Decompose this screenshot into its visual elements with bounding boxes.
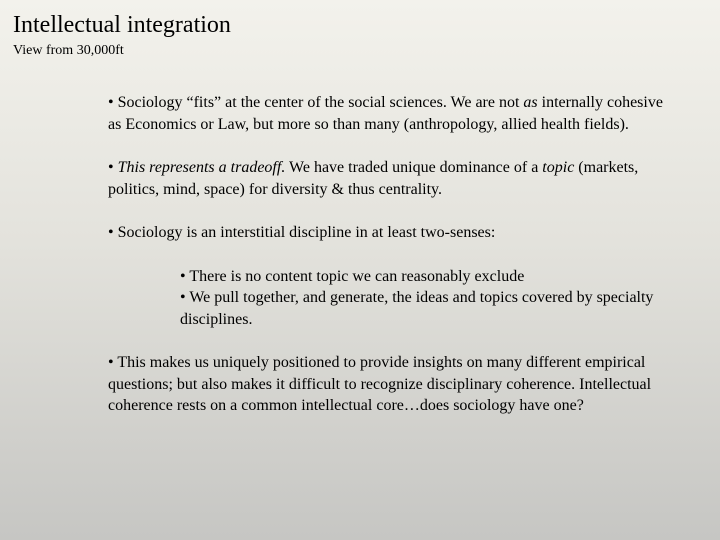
- bullet-interstitial: • Sociology is an interstitial discipline in at least two-senses:: [108, 224, 496, 241]
- sub-bullet-pull-together: • We pull together, and generate, the ideas and topics covered by specialty disciplines.: [180, 289, 654, 328]
- bullet-text: internally cohesive as Economics or Law, but more so than many (anthropology, allied health fields).: [108, 94, 663, 133]
- bullet-emphasis: topic: [542, 159, 575, 176]
- bullet-emphasis: as: [523, 94, 538, 111]
- slide-title: Intellectual integration: [13, 12, 231, 38]
- bullet-emphasis: This represents a tradeoff.: [117, 159, 286, 176]
- bullet-text: We have traded unique dominance of a: [285, 159, 543, 176]
- bullet-tradeoff: [108, 157, 678, 200]
- sub-bullet-content-topic: • There is no content topic we can reasonably exclude: [180, 267, 525, 285]
- slide-body: [108, 92, 678, 417]
- bullet-uniquely-positioned: • This makes us uniquely positioned to provide insights on many different empirical questions; but also makes it difficult to recognize disciplinary coherence. Intellectual coherence rests on a common intellectual core…does sociology have one?: [108, 354, 652, 414]
- slide-subtitle: View from 30,000ft: [13, 43, 124, 58]
- bullet-text: • Sociology “fits” at the center of the social sciences. We are not: [108, 94, 524, 111]
- bullet-text: (markets, politics, mind, space) for diversity & thus centrality.: [108, 159, 639, 198]
- bullet-text: •: [108, 159, 118, 176]
- bullet-sociology-fits: [108, 92, 678, 135]
